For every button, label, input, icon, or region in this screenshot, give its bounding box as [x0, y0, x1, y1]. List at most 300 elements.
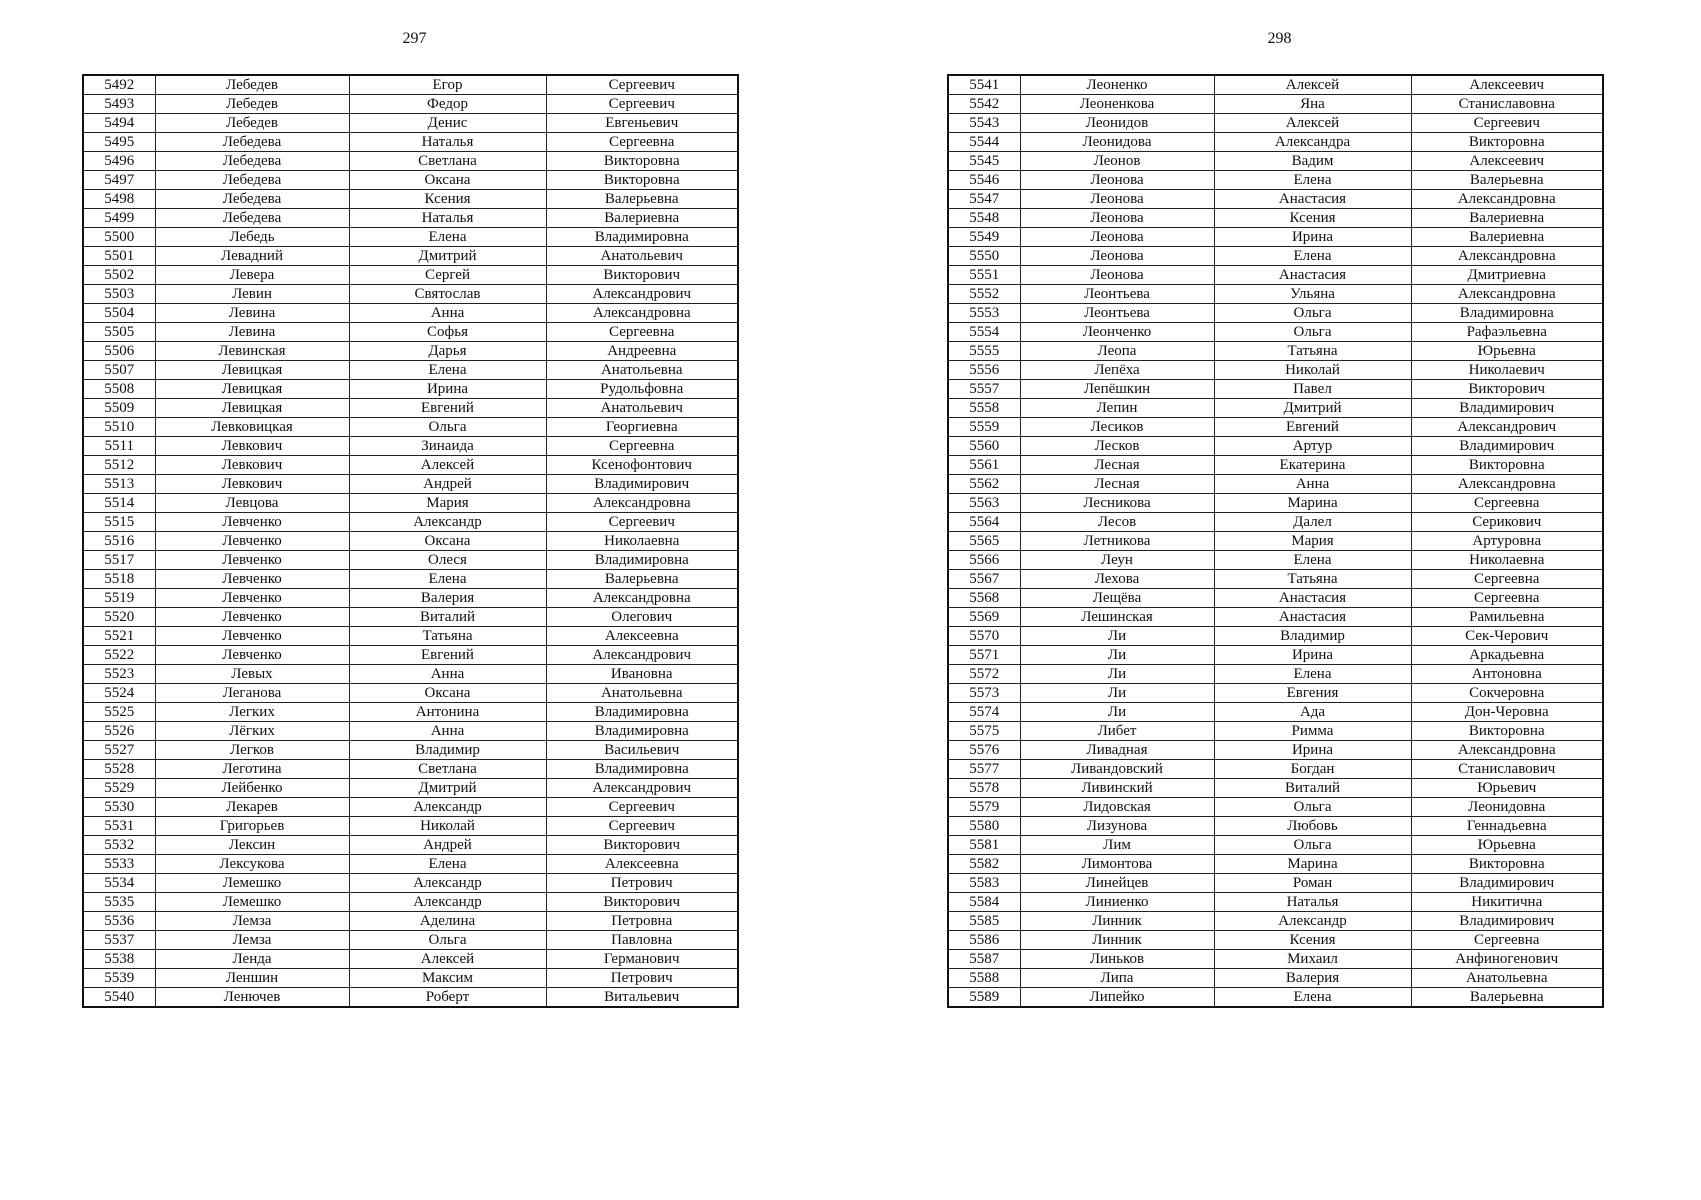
first-name-cell: Евгений: [349, 646, 546, 665]
record-number-cell: 5581: [948, 836, 1020, 855]
surname-cell: Левых: [155, 665, 349, 684]
patronymic-cell: Сек-Черович: [1411, 627, 1603, 646]
first-name-cell: Олеся: [349, 551, 546, 570]
patronymic-cell: Павловна: [546, 931, 738, 950]
table-row: [948, 342, 1603, 361]
table-row: [83, 247, 738, 266]
record-number-cell: 5556: [948, 361, 1020, 380]
first-name-cell: Сергей: [349, 266, 546, 285]
patronymic-cell: Викторовна: [1411, 722, 1603, 741]
surname-cell: Ли: [1020, 627, 1214, 646]
patronymic-cell: Владимирович: [1411, 437, 1603, 456]
record-number-cell: 5525: [83, 703, 155, 722]
record-number-cell: 5538: [83, 950, 155, 969]
patronymic-cell: Валериевна: [1411, 209, 1603, 228]
first-name-cell: Светлана: [349, 152, 546, 171]
record-number-cell: 5586: [948, 931, 1020, 950]
surname-cell: Левкович: [155, 475, 349, 494]
table-row: [83, 627, 738, 646]
record-number-cell: 5503: [83, 285, 155, 304]
first-name-cell: Ксения: [1214, 209, 1411, 228]
patronymic-cell: Викторович: [546, 836, 738, 855]
table-row: [948, 304, 1603, 323]
record-number-cell: 5576: [948, 741, 1020, 760]
patronymic-cell: Викторович: [546, 893, 738, 912]
table-row: [948, 627, 1603, 646]
patronymic-cell: Петрович: [546, 874, 738, 893]
table-row: [83, 950, 738, 969]
table-row: [948, 209, 1603, 228]
table-row: [948, 950, 1603, 969]
surname-cell: Леонова: [1020, 171, 1214, 190]
patronymic-cell: Серикович: [1411, 513, 1603, 532]
record-number-cell: 5569: [948, 608, 1020, 627]
surname-cell: Лебедев: [155, 75, 349, 95]
table-row: [83, 475, 738, 494]
patronymic-cell: Алексеевна: [546, 627, 738, 646]
table-row: [948, 969, 1603, 988]
first-name-cell: Елена: [1214, 551, 1411, 570]
first-name-cell: Анна: [1214, 475, 1411, 494]
patronymic-cell: Сергеевич: [546, 75, 738, 95]
record-number-cell: 5521: [83, 627, 155, 646]
surname-cell: Лесная: [1020, 475, 1214, 494]
first-name-cell: Анастасия: [1214, 589, 1411, 608]
first-name-cell: Елена: [349, 228, 546, 247]
first-name-cell: Виталий: [349, 608, 546, 627]
record-number-cell: 5513: [83, 475, 155, 494]
patronymic-cell: Викторович: [546, 266, 738, 285]
surname-cell: Леонов: [1020, 152, 1214, 171]
record-number-cell: 5588: [948, 969, 1020, 988]
first-name-cell: Андрей: [349, 836, 546, 855]
surname-cell: Лещёва: [1020, 589, 1214, 608]
record-number-cell: 5536: [83, 912, 155, 931]
record-number-cell: 5560: [948, 437, 1020, 456]
surname-cell: Григорьев: [155, 817, 349, 836]
patronymic-cell: Рамильевна: [1411, 608, 1603, 627]
patronymic-cell: Владимирович: [1411, 912, 1603, 931]
table-row: [948, 855, 1603, 874]
table-row: [948, 703, 1603, 722]
patronymic-cell: Владимировна: [546, 703, 738, 722]
record-number-cell: 5528: [83, 760, 155, 779]
surname-cell: Лим: [1020, 836, 1214, 855]
surname-cell: Леоненкова: [1020, 95, 1214, 114]
record-number-cell: 5567: [948, 570, 1020, 589]
first-name-cell: Аделина: [349, 912, 546, 931]
record-number-cell: 5575: [948, 722, 1020, 741]
record-number-cell: 5578: [948, 779, 1020, 798]
table-row: [83, 152, 738, 171]
first-name-cell: Ада: [1214, 703, 1411, 722]
first-name-cell: Анна: [349, 304, 546, 323]
first-name-cell: Ирина: [1214, 646, 1411, 665]
record-number-cell: 5542: [948, 95, 1020, 114]
patronymic-cell: Рудольфовна: [546, 380, 738, 399]
table-row: [83, 570, 738, 589]
first-name-cell: Святослав: [349, 285, 546, 304]
surname-cell: Левина: [155, 304, 349, 323]
patronymic-cell: Сергеевна: [1411, 589, 1603, 608]
record-number-cell: 5492: [83, 75, 155, 95]
table-row: [948, 760, 1603, 779]
patronymic-cell: Васильевич: [546, 741, 738, 760]
first-name-cell: Елена: [1214, 988, 1411, 1008]
first-name-cell: Далел: [1214, 513, 1411, 532]
first-name-cell: Дмитрий: [349, 779, 546, 798]
surname-cell: Леонова: [1020, 209, 1214, 228]
first-name-cell: Дмитрий: [349, 247, 546, 266]
table-row: [83, 646, 738, 665]
first-name-cell: Наталья: [1214, 893, 1411, 912]
surname-cell: Левченко: [155, 646, 349, 665]
record-number-cell: 5533: [83, 855, 155, 874]
table-row: [948, 779, 1603, 798]
surname-cell: Линиенко: [1020, 893, 1214, 912]
first-name-cell: Денис: [349, 114, 546, 133]
table-row: [83, 323, 738, 342]
patronymic-cell: Владимировна: [1411, 304, 1603, 323]
patronymic-cell: Аркадьевна: [1411, 646, 1603, 665]
first-name-cell: Анна: [349, 722, 546, 741]
first-name-cell: Марина: [1214, 494, 1411, 513]
record-number-cell: 5524: [83, 684, 155, 703]
first-name-cell: Елена: [349, 855, 546, 874]
surname-cell: Ли: [1020, 646, 1214, 665]
record-number-cell: 5534: [83, 874, 155, 893]
table-row: [83, 551, 738, 570]
first-name-cell: Павел: [1214, 380, 1411, 399]
first-name-cell: Ирина: [1214, 741, 1411, 760]
patronymic-cell: Владимировна: [546, 760, 738, 779]
record-number-cell: 5505: [83, 323, 155, 342]
record-number-cell: 5543: [948, 114, 1020, 133]
patronymic-cell: Юрьевич: [1411, 779, 1603, 798]
record-number-cell: 5518: [83, 570, 155, 589]
patronymic-cell: Анатольевна: [546, 361, 738, 380]
first-name-cell: Александр: [349, 874, 546, 893]
patronymic-cell: Викторовна: [546, 152, 738, 171]
surname-cell: Леонидов: [1020, 114, 1214, 133]
surname-cell: Лемза: [155, 912, 349, 931]
patronymic-cell: Валерьевна: [1411, 171, 1603, 190]
table-row: [948, 836, 1603, 855]
patronymic-cell: Александровна: [1411, 285, 1603, 304]
record-number-cell: 5572: [948, 665, 1020, 684]
patronymic-cell: Сергеевич: [546, 817, 738, 836]
first-name-cell: Оксана: [349, 532, 546, 551]
surname-cell: Лепёшкин: [1020, 380, 1214, 399]
first-name-cell: Валерия: [1214, 969, 1411, 988]
table-row: [948, 475, 1603, 494]
record-number-cell: 5551: [948, 266, 1020, 285]
surname-cell: Ливадная: [1020, 741, 1214, 760]
record-number-cell: 5574: [948, 703, 1020, 722]
patronymic-cell: Сокчеровна: [1411, 684, 1603, 703]
surname-cell: Линьков: [1020, 950, 1214, 969]
first-name-cell: Ольга: [1214, 836, 1411, 855]
first-name-cell: Александр: [349, 513, 546, 532]
surname-cell: Леонченко: [1020, 323, 1214, 342]
patronymic-cell: Валериевна: [546, 209, 738, 228]
first-name-cell: Ольга: [1214, 323, 1411, 342]
surname-cell: Левченко: [155, 513, 349, 532]
table-row: [83, 760, 738, 779]
table-row: [948, 931, 1603, 950]
table-row: [83, 817, 738, 836]
patronymic-cell: Сергеевич: [546, 798, 738, 817]
first-name-cell: Виталий: [1214, 779, 1411, 798]
patronymic-cell: Александровна: [1411, 741, 1603, 760]
record-number-cell: 5519: [83, 589, 155, 608]
record-number-cell: 5579: [948, 798, 1020, 817]
surname-cell: Левцова: [155, 494, 349, 513]
patronymic-cell: Олегович: [546, 608, 738, 627]
patronymic-cell: Александровна: [1411, 247, 1603, 266]
surname-cell: Левченко: [155, 532, 349, 551]
table-row: [948, 95, 1603, 114]
record-number-cell: 5583: [948, 874, 1020, 893]
table-row: [948, 152, 1603, 171]
record-number-cell: 5545: [948, 152, 1020, 171]
first-name-cell: Оксана: [349, 171, 546, 190]
first-name-cell: Елена: [1214, 247, 1411, 266]
record-number-cell: 5557: [948, 380, 1020, 399]
table-row: [948, 133, 1603, 152]
record-number-cell: 5555: [948, 342, 1020, 361]
first-name-cell: Ксения: [349, 190, 546, 209]
table-row: [948, 741, 1603, 760]
record-number-cell: 5541: [948, 75, 1020, 95]
first-name-cell: Татьяна: [349, 627, 546, 646]
first-name-cell: Алексей: [1214, 114, 1411, 133]
patronymic-cell: Николаевна: [1411, 551, 1603, 570]
patronymic-cell: Александровна: [1411, 190, 1603, 209]
table-row: [948, 266, 1603, 285]
patronymic-cell: Ивановна: [546, 665, 738, 684]
table-row: [948, 551, 1603, 570]
patronymic-cell: Сергеевич: [546, 95, 738, 114]
first-name-cell: Евгений: [1214, 418, 1411, 437]
first-name-cell: Екатерина: [1214, 456, 1411, 475]
first-name-cell: Софья: [349, 323, 546, 342]
surname-cell: Ли: [1020, 703, 1214, 722]
first-name-cell: Егор: [349, 75, 546, 95]
surname-cell: Лепёха: [1020, 361, 1214, 380]
patronymic-cell: Дмитриевна: [1411, 266, 1603, 285]
surname-cell: Левицкая: [155, 380, 349, 399]
patronymic-cell: Антоновна: [1411, 665, 1603, 684]
patronymic-cell: Викторовна: [1411, 133, 1603, 152]
first-name-cell: Ирина: [349, 380, 546, 399]
patronymic-cell: Валерьевна: [546, 570, 738, 589]
first-name-cell: Андрей: [349, 475, 546, 494]
record-number-cell: 5522: [83, 646, 155, 665]
patronymic-cell: Леонидовна: [1411, 798, 1603, 817]
table-row: [83, 931, 738, 950]
table-row: [83, 437, 738, 456]
record-number-cell: 5493: [83, 95, 155, 114]
record-number-cell: 5544: [948, 133, 1020, 152]
surname-cell: Левин: [155, 285, 349, 304]
record-number-cell: 5535: [83, 893, 155, 912]
table-row: [948, 646, 1603, 665]
first-name-cell: Марина: [1214, 855, 1411, 874]
patronymic-cell: Андреевна: [546, 342, 738, 361]
record-number-cell: 5566: [948, 551, 1020, 570]
first-name-cell: Анастасия: [1214, 608, 1411, 627]
surname-cell: Левченко: [155, 551, 349, 570]
patronymic-cell: Никитична: [1411, 893, 1603, 912]
table-row: [948, 456, 1603, 475]
record-number-cell: 5495: [83, 133, 155, 152]
table-row: [83, 893, 738, 912]
patronymic-cell: Алексеевич: [1411, 152, 1603, 171]
first-name-cell: Федор: [349, 95, 546, 114]
surname-cell: Лемешко: [155, 874, 349, 893]
record-number-cell: 5508: [83, 380, 155, 399]
table-row: [948, 570, 1603, 589]
surname-cell: Линник: [1020, 912, 1214, 931]
patronymic-cell: Александрович: [546, 285, 738, 304]
first-name-cell: Алексей: [349, 456, 546, 475]
table-row: [83, 703, 738, 722]
table-row: [83, 342, 738, 361]
first-name-cell: Александра: [1214, 133, 1411, 152]
first-name-cell: Ольга: [1214, 798, 1411, 817]
first-name-cell: Дарья: [349, 342, 546, 361]
table-row: [948, 190, 1603, 209]
table-row: [83, 741, 738, 760]
record-number-cell: 5547: [948, 190, 1020, 209]
surname-cell: Леоненко: [1020, 75, 1214, 95]
table-row: [948, 247, 1603, 266]
register-rows-right: [948, 75, 1603, 1007]
record-number-cell: 5514: [83, 494, 155, 513]
surname-cell: Липа: [1020, 969, 1214, 988]
table-row: [83, 285, 738, 304]
patronymic-cell: Анатольевна: [546, 684, 738, 703]
patronymic-cell: Алексеевна: [546, 855, 738, 874]
patronymic-cell: Петровна: [546, 912, 738, 931]
record-number-cell: 5530: [83, 798, 155, 817]
table-row: [948, 912, 1603, 931]
table-row: [948, 494, 1603, 513]
record-number-cell: 5512: [83, 456, 155, 475]
table-row: [948, 75, 1603, 95]
first-name-cell: Татьяна: [1214, 342, 1411, 361]
patronymic-cell: Владимировна: [546, 722, 738, 741]
table-row: [83, 114, 738, 133]
first-name-cell: Зинаида: [349, 437, 546, 456]
surname-cell: Левченко: [155, 570, 349, 589]
surname-cell: Лехова: [1020, 570, 1214, 589]
surname-cell: Лексукова: [155, 855, 349, 874]
patronymic-cell: Александровна: [546, 304, 738, 323]
first-name-cell: Александр: [349, 798, 546, 817]
record-number-cell: 5509: [83, 399, 155, 418]
surname-cell: Лёгких: [155, 722, 349, 741]
record-number-cell: 5540: [83, 988, 155, 1008]
right-page: [947, 0, 1612, 1200]
table-row: [83, 665, 738, 684]
surname-cell: Левченко: [155, 627, 349, 646]
register-table-left: [82, 74, 739, 1008]
record-number-cell: 5573: [948, 684, 1020, 703]
surname-cell: Лебедев: [155, 114, 349, 133]
surname-cell: Легков: [155, 741, 349, 760]
record-number-cell: 5585: [948, 912, 1020, 931]
table-row: [83, 190, 738, 209]
surname-cell: Ленда: [155, 950, 349, 969]
record-number-cell: 5526: [83, 722, 155, 741]
patronymic-cell: Владимирович: [1411, 399, 1603, 418]
surname-cell: Левкович: [155, 456, 349, 475]
record-number-cell: 5532: [83, 836, 155, 855]
table-row: [83, 798, 738, 817]
record-number-cell: 5516: [83, 532, 155, 551]
first-name-cell: Александр: [1214, 912, 1411, 931]
first-name-cell: Вадим: [1214, 152, 1411, 171]
record-number-cell: 5584: [948, 893, 1020, 912]
first-name-cell: Елена: [1214, 171, 1411, 190]
surname-cell: Леопа: [1020, 342, 1214, 361]
first-name-cell: Николай: [349, 817, 546, 836]
patronymic-cell: Владимировна: [546, 228, 738, 247]
record-number-cell: 5570: [948, 627, 1020, 646]
first-name-cell: Михаил: [1214, 950, 1411, 969]
register-table-right: [947, 74, 1604, 1008]
patronymic-cell: Геннадьевна: [1411, 817, 1603, 836]
record-number-cell: 5498: [83, 190, 155, 209]
patronymic-cell: Станиславович: [1411, 760, 1603, 779]
table-row: [83, 380, 738, 399]
surname-cell: Ливандовский: [1020, 760, 1214, 779]
table-row: [948, 988, 1603, 1008]
patronymic-cell: Сергеевич: [546, 513, 738, 532]
patronymic-cell: Сергеевна: [1411, 931, 1603, 950]
record-number-cell: 5502: [83, 266, 155, 285]
table-row: [948, 361, 1603, 380]
record-number-cell: 5562: [948, 475, 1020, 494]
patronymic-cell: Дон-Черовна: [1411, 703, 1603, 722]
surname-cell: Лейбенко: [155, 779, 349, 798]
patronymic-cell: Сергеевна: [1411, 570, 1603, 589]
table-row: [83, 399, 738, 418]
record-number-cell: 5537: [83, 931, 155, 950]
surname-cell: Лексин: [155, 836, 349, 855]
patronymic-cell: Георгиевна: [546, 418, 738, 437]
surname-cell: Леншин: [155, 969, 349, 988]
table-row: [83, 171, 738, 190]
first-name-cell: Римма: [1214, 722, 1411, 741]
record-number-cell: 5565: [948, 532, 1020, 551]
record-number-cell: 5527: [83, 741, 155, 760]
surname-cell: Левинская: [155, 342, 349, 361]
surname-cell: Лебедева: [155, 190, 349, 209]
patronymic-cell: Анатольевич: [546, 399, 738, 418]
surname-cell: Левченко: [155, 589, 349, 608]
table-row: [83, 722, 738, 741]
patronymic-cell: Юрьевна: [1411, 342, 1603, 361]
patronymic-cell: Александровна: [1411, 475, 1603, 494]
first-name-cell: Елена: [349, 361, 546, 380]
surname-cell: Леонидова: [1020, 133, 1214, 152]
patronymic-cell: Валерьевна: [1411, 988, 1603, 1008]
record-number-cell: 5563: [948, 494, 1020, 513]
first-name-cell: Алексей: [349, 950, 546, 969]
